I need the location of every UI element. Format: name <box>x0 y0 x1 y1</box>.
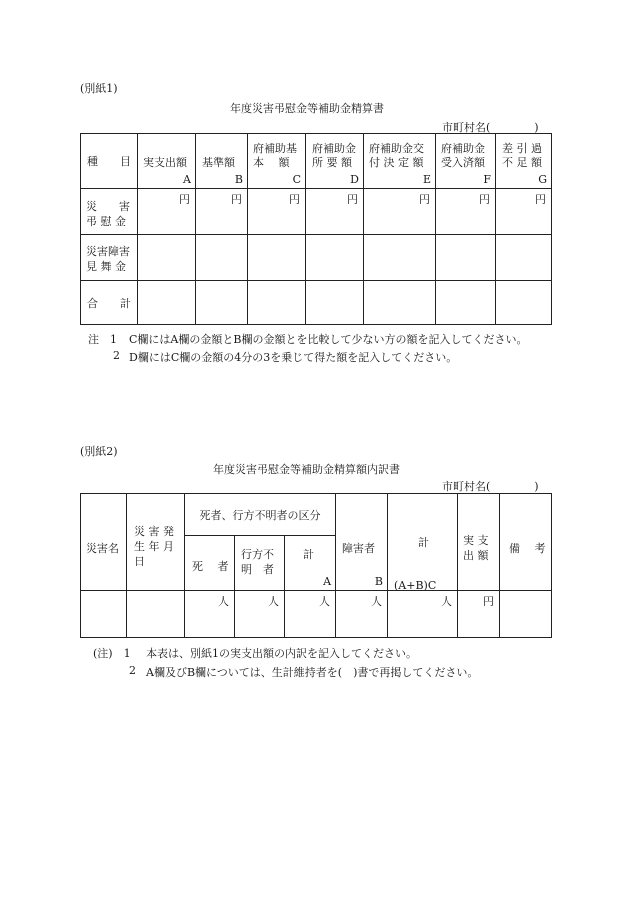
form2-note-1-prefix: (注) 1 <box>93 647 131 660</box>
form2-label: (別紙2) <box>80 445 118 458</box>
form1-note-2: D欄にはC欄の金額の4分の3を乗じて得た額を記入してください。 <box>129 351 458 364</box>
cell-standard[interactable]: 円 <box>196 189 248 235</box>
cell-basic[interactable] <box>248 235 306 281</box>
cell-standard[interactable] <box>196 235 248 281</box>
header-disaster-name: 災害名 <box>81 494 127 591</box>
row-label-total: 合 計 <box>81 281 138 325</box>
form1-title: 年度災害弔慰金等補助金精算書 <box>230 102 384 115</box>
form2-note-1: 本表は、別紙1の実支出額の内訳を記入してください。 <box>146 647 417 660</box>
cell-difference[interactable] <box>496 235 552 281</box>
form2-note-2: A欄及びB欄については、生計維持者を( )書で再掲してください。 <box>146 666 479 679</box>
form1-note-1-prefix: 注 1 <box>88 333 117 346</box>
cell-actual[interactable]: 円 <box>458 591 500 638</box>
cell-decided[interactable]: 円 <box>364 189 436 235</box>
cell-received[interactable] <box>436 235 496 281</box>
header-actual-expenditure: 実 支 出 額 <box>458 494 500 591</box>
form1-municipality: 市町村名( ) <box>442 121 539 134</box>
cell-total[interactable]: 人 <box>388 591 458 638</box>
header-standard-amount: 基準額 B <box>196 134 248 189</box>
header-received-amount: 府補助金 受入済額 F <box>436 134 496 189</box>
cell-received[interactable]: 円 <box>436 189 496 235</box>
form1-note-2-prefix: 2 <box>113 349 120 362</box>
table-row <box>81 235 552 281</box>
form2-table <box>80 493 552 638</box>
header-casualty-category: 死者、行方不明者の区分 <box>185 494 336 536</box>
cell-disaster-name[interactable] <box>81 591 127 638</box>
cell-required[interactable]: 円 <box>306 189 364 235</box>
form2-title: 年度災害弔慰金等補助金精算額内訳書 <box>213 463 400 476</box>
cell-disaster-date[interactable] <box>127 591 185 638</box>
cell-actual[interactable]: 円 <box>138 189 196 235</box>
header-subtotal: 計 A <box>285 536 336 591</box>
cell-required[interactable] <box>306 235 364 281</box>
cell-received[interactable] <box>436 281 496 325</box>
cell-required[interactable] <box>306 281 364 325</box>
form1-label: (別紙1) <box>80 82 118 95</box>
table-row <box>81 189 552 235</box>
form1-note-1: C欄にはA欄の金額とB欄の金額とを比較して少ない方の額を記入してください。 <box>129 333 528 346</box>
form1-table <box>80 133 552 325</box>
header-type: 種 目 <box>81 134 138 189</box>
row-label-condolence: 災 害 弔 慰 金 <box>81 189 138 235</box>
cell-dead[interactable]: 人 <box>185 591 235 638</box>
header-remarks: 備 考 <box>500 494 552 591</box>
header-actual-expenditure: 実支出額 A <box>138 134 196 189</box>
header-required-amount: 府補助金 所 要 額 D <box>306 134 364 189</box>
header-dead: 死 者 <box>185 536 235 591</box>
form2-municipality: 市町村名( ) <box>442 480 539 493</box>
cell-basic[interactable] <box>248 281 306 325</box>
table-row <box>81 591 552 638</box>
header-disaster-date: 災 害 発 生 年 月 日 <box>127 494 185 591</box>
table-row <box>81 281 552 325</box>
cell-difference[interactable]: 円 <box>496 189 552 235</box>
cell-decided[interactable] <box>364 281 436 325</box>
cell-difference[interactable] <box>496 281 552 325</box>
cell-actual[interactable] <box>138 281 196 325</box>
form2-note-2-prefix: 2 <box>129 664 136 677</box>
header-missing: 行方不 明 者 <box>235 536 285 591</box>
cell-missing[interactable]: 人 <box>235 591 285 638</box>
header-basic-amount: 府補助基 本 額 C <box>248 134 306 189</box>
cell-decided[interactable] <box>364 235 436 281</box>
row-label-disability: 災害障害 見 舞 金 <box>81 235 138 281</box>
header-total: 計 (A+B)C <box>388 494 458 591</box>
cell-subtotal[interactable]: 人 <box>285 591 336 638</box>
cell-basic[interactable]: 円 <box>248 189 306 235</box>
cell-remarks[interactable] <box>500 591 552 638</box>
header-decided-amount: 府補助金交 付 決 定 額 E <box>364 134 436 189</box>
header-difference-amount: 差 引 過 不 足 額 G <box>496 134 552 189</box>
cell-actual[interactable] <box>138 235 196 281</box>
cell-standard[interactable] <box>196 281 248 325</box>
header-disabled: 障害者 B <box>336 494 388 591</box>
cell-disabled[interactable]: 人 <box>336 591 388 638</box>
